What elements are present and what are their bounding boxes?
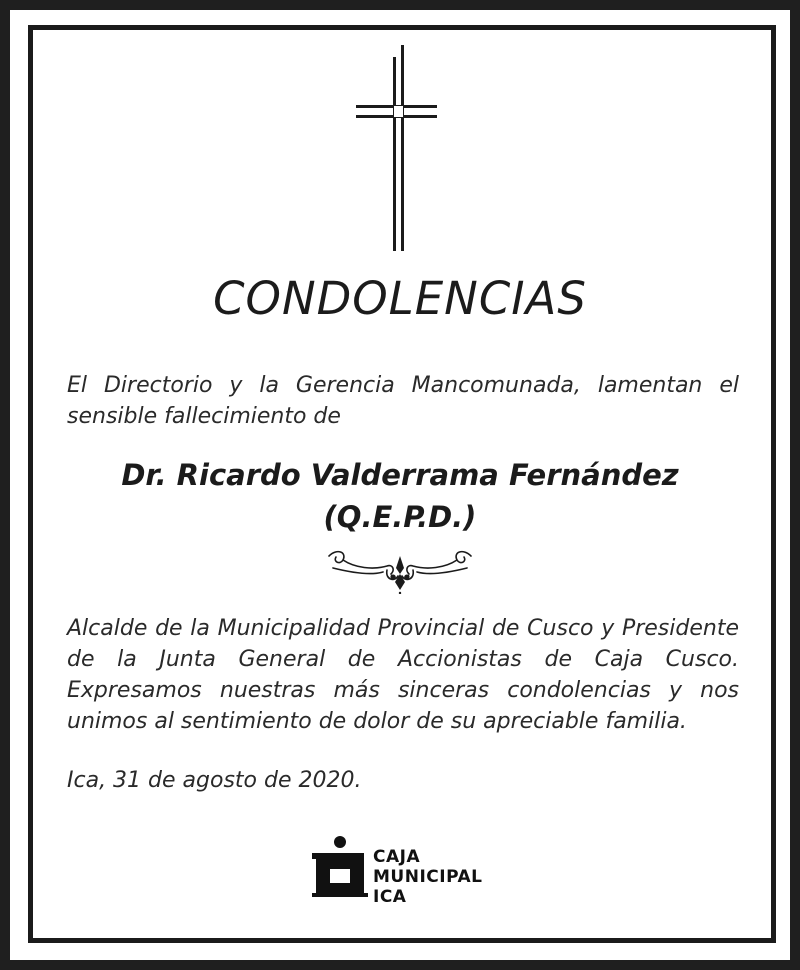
body-paragraph: Alcalde de la Municipalidad Provincial de Cusco y Presidente de la Junta General de Accionistas de Caja Cusco. Expresamos nuestras más sinceras condolencias y nos unimos al sentimiento de dolor de su apreciable familia.	[67, 616, 739, 734]
caja-municipal-ica-logo	[312, 835, 512, 905]
notice-title: CONDOLENCIAS	[213, 272, 587, 325]
cross-icon	[355, 45, 445, 255]
deceased-name: Dr. Ricardo Valderrama Fernández	[121, 458, 679, 492]
condolence-notice	[10, 10, 790, 960]
caja-municipal-ica-logo-icon	[312, 835, 370, 899]
date-line: Ica, 31 de agosto de 2020.	[67, 768, 362, 793]
logo-line-ica: ICA	[373, 887, 407, 907]
qepd-label: (Q.E.P.D.)	[323, 500, 477, 534]
logo-line-caja: CAJA	[373, 847, 421, 867]
flourish-ornament-icon	[325, 546, 475, 594]
intro-paragraph: El Directorio y la Gerencia Mancomunada, lamentan el sensible fallecimiento de	[67, 373, 739, 429]
logo-line-municipal: MUNICIPAL	[373, 867, 483, 887]
logo-wordmark	[373, 847, 482, 907]
